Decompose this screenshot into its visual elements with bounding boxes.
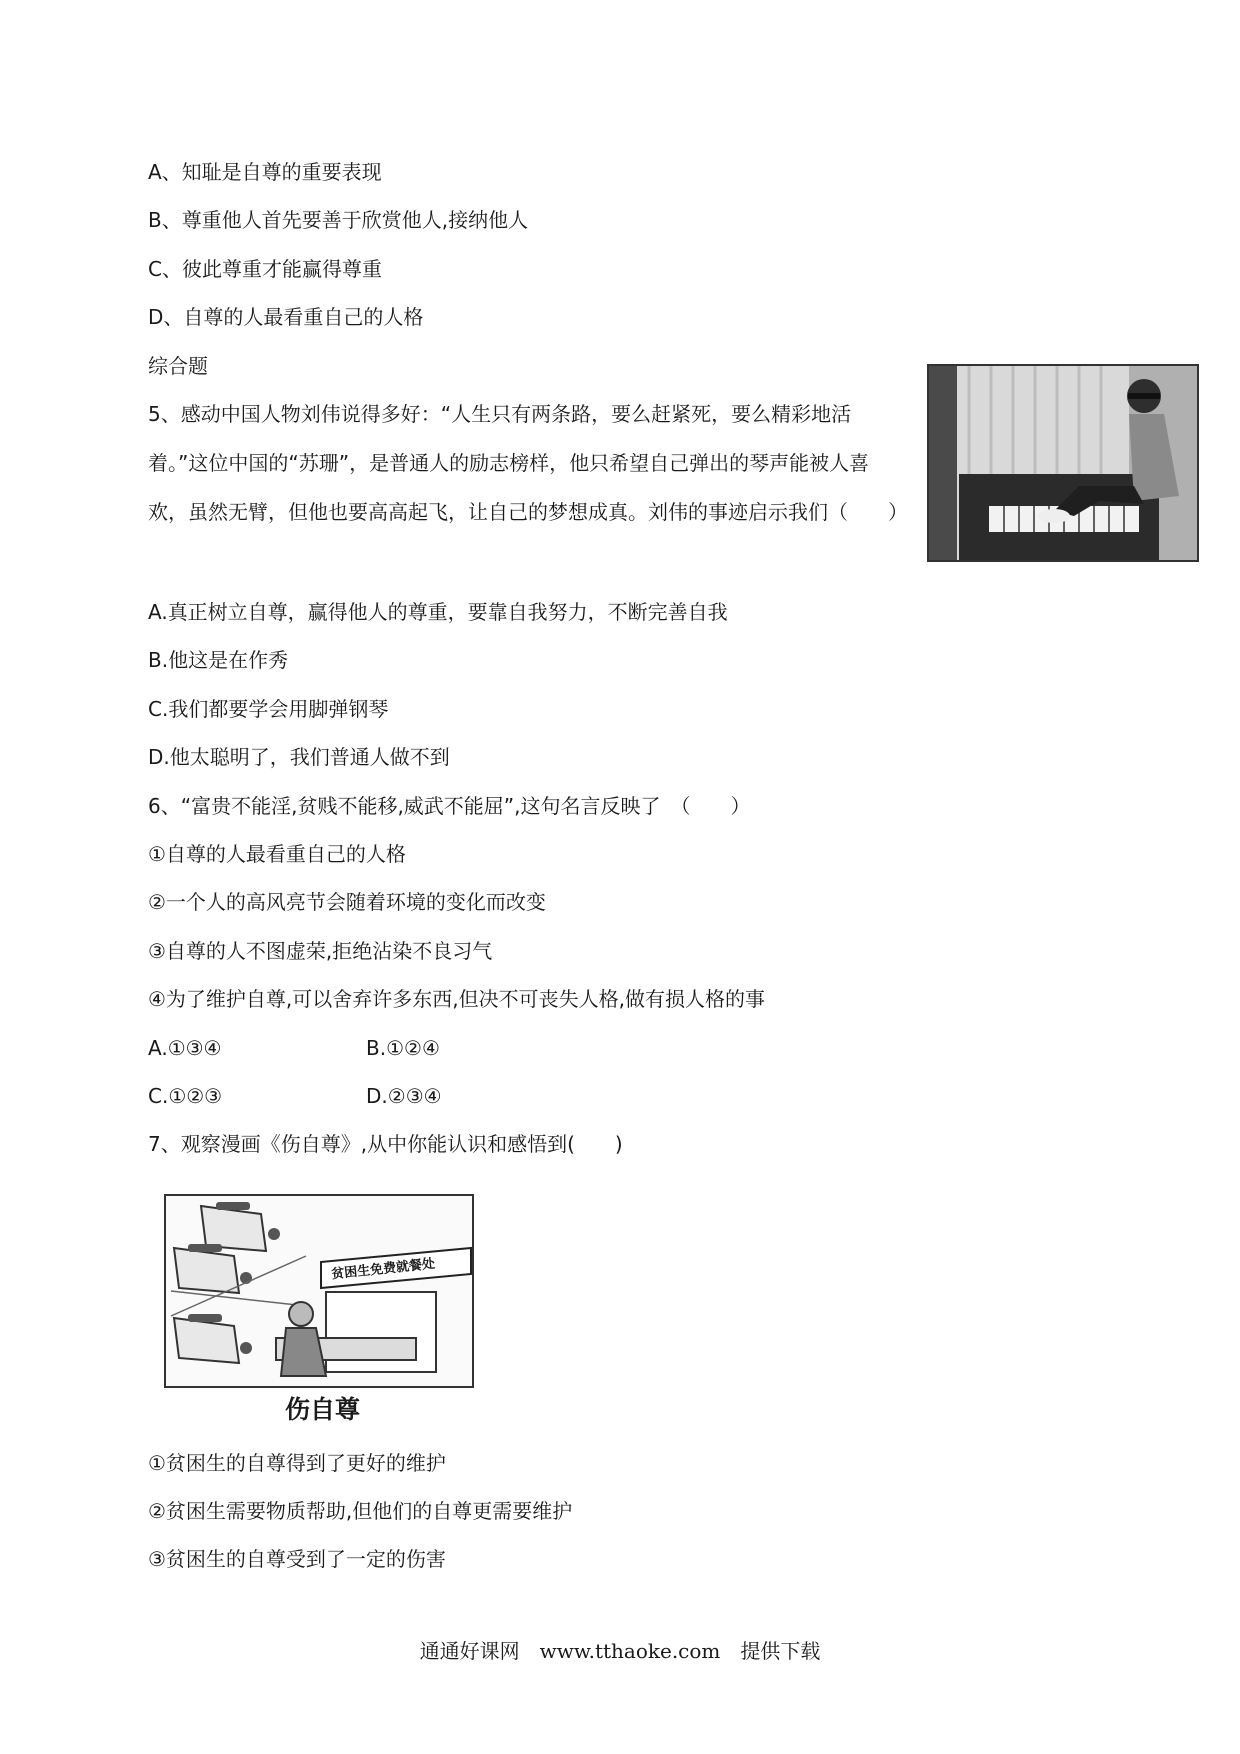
piano-player-photo: [927, 364, 1199, 562]
q4-option-b: B、尊重他人首先要善于欣赏他人,接纳他人: [148, 208, 529, 232]
q4-option-c: C、彼此尊重才能赢得尊重: [148, 257, 382, 281]
cartoon-image: [164, 1194, 474, 1388]
q6-option-a: A.①③④: [148, 1036, 222, 1060]
cartoon-caption: 伤自尊: [285, 1395, 361, 1424]
q6-option-d: D.②③④: [366, 1084, 442, 1108]
q4-option-a: A、知耻是自尊的重要表现: [148, 160, 382, 184]
q5-option-a: A.真正树立自尊，赢得他人的尊重，要靠自我努力，不断完善自我: [148, 600, 728, 624]
q5-option-d: D.他太聪明了，我们普通人做不到: [148, 745, 450, 769]
q5-stem: 5、感动中国人物刘伟说得多好：“人生只有两条路，要么赶紧死，要么精彩地活着。”这位中国的“苏珊”，是普通人的励志榜样，他只希望自己弹出的琴声能被人喜欢，虽然无臂，但他也要高高起飞，让自己的梦想成真。刘伟的事迹启示我们（ ）: [148, 402, 908, 524]
q6-statement-2: ②一个人的高风亮节会随着环境的变化而改变: [148, 890, 546, 914]
q4-option-d: D、自尊的人最看重自己的人格: [148, 305, 424, 329]
q7-statement-1: ①贫困生的自尊得到了更好的维护: [148, 1451, 446, 1475]
q6-option-b: B.①②④: [366, 1036, 440, 1060]
q7-stem: 7、观察漫画《伤自尊》,从中你能认识和感悟到( ): [148, 1132, 623, 1156]
q6-stem: 6、“富贵不能淫,贫贱不能移,威武不能屈”,这句名言反映了 （ ）: [148, 794, 751, 818]
cartoon-sign-text: 贫困生免费就餐处: [330, 1256, 436, 1283]
q5-option-c: C.我们都要学会用脚弹钢琴: [148, 697, 389, 721]
page-footer: 通通好课网 www.tthaoke.com 提供下载: [419, 1639, 821, 1663]
q7-statement-2: ②贫困生需要物质帮助,但他们的自尊更需要维护: [148, 1499, 573, 1523]
q6-option-c: C.①②③: [148, 1084, 223, 1108]
q6-statement-1: ①自尊的人最看重自己的人格: [148, 842, 406, 866]
q6-statement-4: ④为了维护自尊,可以舍弃许多东西,但决不可丧失人格,做有损人格的事: [148, 987, 766, 1011]
q6-statement-3: ③自尊的人不图虚荣,拒绝沾染不良习气: [148, 939, 493, 963]
q7-statement-3: ③贫困生的自尊受到了一定的伤害: [148, 1547, 446, 1571]
q5-option-b: B.他这是在作秀: [148, 648, 289, 672]
section-title: 综合题: [148, 354, 208, 378]
